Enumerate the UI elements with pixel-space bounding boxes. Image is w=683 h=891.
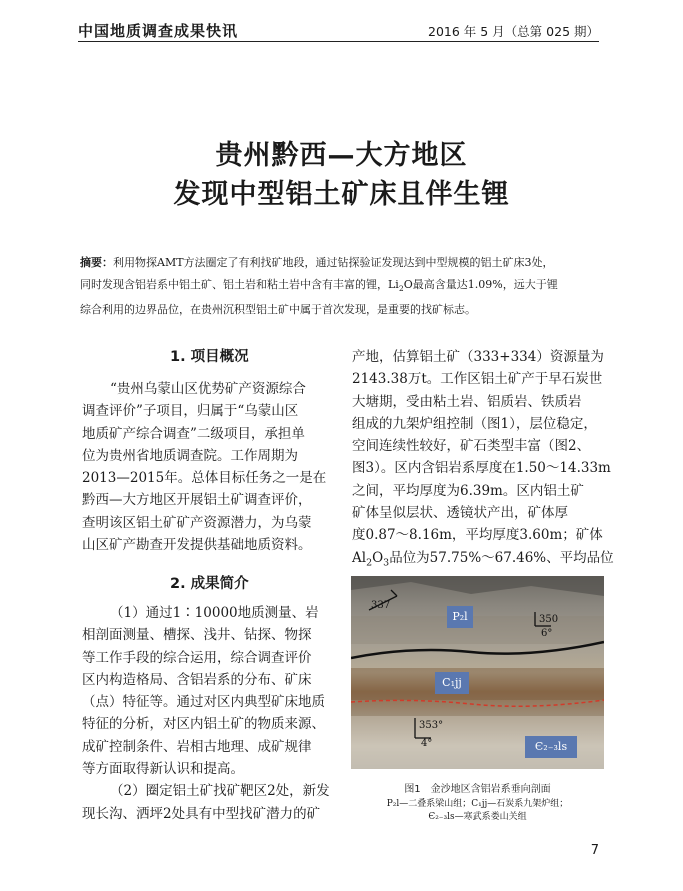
right-line-last — [352, 547, 614, 575]
right-line: 图3）。区内含铝岩系厚度在1.50～14.33m — [352, 460, 611, 477]
s2-line: 现长沟、洒坪2处具有中型找矿潜力的矿 — [82, 805, 321, 822]
right-line: 空间连续性较好，矿石类型丰富（图2、 — [352, 438, 591, 455]
s2-line: 相剖面测量、槽探、浅井、钻探、物探 — [82, 627, 312, 644]
section-1-body — [82, 378, 334, 556]
o-sub: 3 — [383, 557, 390, 569]
s2-line: 特征的分析，对区内铝土矿的物质来源、 — [82, 716, 325, 733]
label-p2l: P₂l — [447, 606, 473, 628]
s1-line: 2013—2015年。总体目标任务之一是在 — [82, 470, 327, 487]
s1-line: 地质矿产综合调查”二级项目，承担单 — [82, 425, 305, 442]
abstract-line-1: 利用物探AMT方法圈定了有利找矿地段，通过钻探验证发现达到中型规模的铝土矿床3处， — [113, 256, 554, 269]
black-contact-line — [351, 642, 604, 658]
s2-line: 等工作手段的综合运用，综合调查评价 — [82, 649, 312, 666]
s1-line: 查明该区铝土矿矿产资源潜力，为乌蒙 — [82, 514, 312, 531]
title-line-1: 贵州黔西—大方地区 — [215, 140, 468, 171]
abstract-line-2-end: O最高含量达1.09%，远大于锂 — [403, 277, 558, 291]
grade-text: 品位为57.75%～67.46%、平均品位 — [389, 549, 614, 566]
attitude-1-dip: 6° — [541, 628, 553, 639]
s1-line: 黔西—大方地区开展铝土矿调查评价， — [82, 492, 312, 509]
journal-name: 中国地质调查成果快讯 — [78, 22, 239, 40]
attitude-3: 337 — [371, 600, 391, 611]
figure-1-note-2: Є₂₋₃ls—寒武系娄山关组 — [428, 812, 527, 822]
right-line: 2143.38万t。工作区铝土矿产于早石炭世 — [352, 371, 603, 388]
label-c1jj: C₁jj — [435, 672, 469, 694]
s2-line: 区内构造格局、含铝岩系的分布、矿床 — [82, 671, 312, 688]
right-line: 之间，平均厚度为6.39m。区内铝土矿 — [352, 482, 584, 499]
attitude-2: 353° — [419, 720, 444, 731]
issue-info: 2016 年 5 月（总第 025 期） — [428, 24, 599, 39]
figure-1-photo — [351, 576, 604, 769]
right-line: 大塘期，受由粘土岩、铝质岩、铁质岩 — [352, 393, 582, 410]
right-line: 组成的九架炉组控制（图1），层位稳定， — [352, 415, 597, 432]
s2-line: （1）通过1∶10000地质测量、岩 — [110, 605, 319, 621]
section-1-heading: 1. 项目概况 — [170, 349, 249, 365]
attitude-2-dip: 4° — [421, 738, 433, 749]
page-number: 7 — [590, 843, 599, 858]
figure-1-note-1: P₂l—二叠系梁山组；C₁jj—石炭系九架炉组； — [386, 799, 569, 809]
o-text: O — [372, 549, 384, 566]
right-column-body — [352, 346, 614, 575]
abstract-sub: 2 — [398, 283, 404, 293]
section-2-heading: 2. 成果简介 — [170, 576, 249, 592]
s1-line: 位为贵州省地质调查院。工作周期为 — [82, 447, 298, 464]
attitude-1: 350 — [539, 614, 559, 625]
abstract-line-2: 同时发现含铝岩系中铝土矿、铝土岩和粘土岩中含有丰富的锂，Li — [80, 277, 399, 291]
title-line-2: 发现中型铝土矿床且伴生锂 — [173, 179, 510, 210]
header-rule — [78, 41, 599, 42]
right-line: 度0.87～8.16m，平均厚度3.60m；矿体 — [352, 527, 603, 544]
right-line: 矿体呈似层状、透镜状产出，矿体厚 — [352, 505, 568, 522]
right-line: 产地，估算铝土矿（333+334）资源量为 — [352, 349, 604, 365]
abstract — [80, 252, 602, 321]
s2-line: 成矿控制条件、岩相古地理、成矿规律 — [82, 738, 312, 755]
al-sub: 2 — [366, 557, 373, 569]
label-cambrian: Є₂₋₃ls — [525, 736, 577, 758]
figure-1-caption: 图1 金沙地区含铝岩系垂向剖面 — [404, 784, 551, 795]
al-text: Al — [352, 549, 367, 566]
abstract-label: 摘要： — [80, 256, 113, 269]
section-2-body — [82, 602, 334, 825]
abstract-line-3: 综合利用的边界品位，在贵州沉积型铝土矿中属于首次发现，是重要的找矿标志。 — [80, 303, 476, 317]
s1-line: 调查评价”子项目，归属于“乌蒙山区 — [82, 403, 299, 420]
s2-line: 等方面取得新认识和提高。 — [82, 761, 244, 778]
s2-line: （点）特征等。通过对区内典型矿床地质 — [82, 694, 325, 711]
s1-line: 山区矿产勘查开发提供基础地质资料。 — [82, 537, 312, 554]
s1-line: “贵州乌蒙山区优势矿产资源综合 — [110, 381, 306, 397]
s2-line: （2）圈定铝土矿找矿靶区2处，新发 — [110, 783, 330, 800]
red-contact-line — [351, 700, 604, 706]
